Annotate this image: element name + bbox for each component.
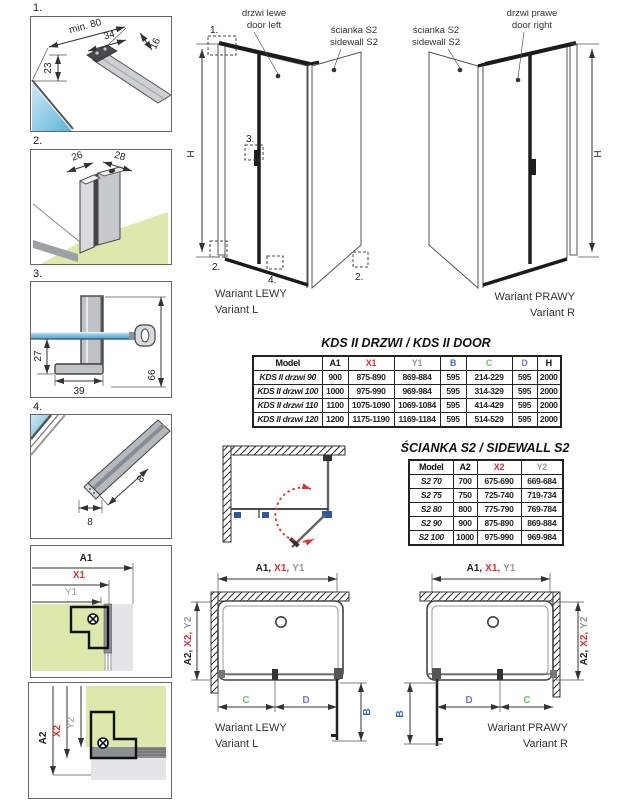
door-size-table <box>252 355 562 428</box>
dim-16 <box>140 33 163 51</box>
value-cell: 595 <box>512 371 537 385</box>
column-header: D <box>512 356 537 371</box>
svg-text:ścianka S2: ścianka S2 <box>412 25 460 36</box>
door-table-title: KDS II DRZWI / KDS II DOOR <box>321 336 491 350</box>
value-cell: 1100 <box>322 399 348 413</box>
svg-text:B: B <box>395 710 406 718</box>
column-header: B <box>440 356 466 371</box>
value-cell: 414-429 <box>466 399 512 413</box>
table-row <box>253 371 561 385</box>
column-header: H <box>537 356 561 371</box>
value-cell: 2000 <box>537 399 561 413</box>
svg-text:drzwi lewe: drzwi lewe <box>241 8 287 19</box>
wall-profile <box>218 44 225 255</box>
door-glass <box>483 46 567 286</box>
svg-text:27: 27 <box>33 350 44 362</box>
value-cell: 1000 <box>453 531 477 546</box>
svg-text:66: 66 <box>147 369 158 381</box>
detail-4-number: 4. <box>33 401 43 413</box>
column-header: Model <box>253 356 322 371</box>
wall-right <box>553 592 560 697</box>
pivot-post <box>334 668 343 679</box>
sidewall-table-title: ŚCIANKA S2 / SIDEWALL S2 <box>400 441 570 455</box>
table-header-row <box>253 356 561 371</box>
value-cell: 900 <box>453 517 477 531</box>
value-cell: 595 <box>512 385 537 399</box>
svg-text:3.: 3. <box>246 134 255 145</box>
wall-top <box>211 592 349 601</box>
door-handle <box>254 150 258 166</box>
svg-text:X1: X1 <box>72 570 86 581</box>
value-cell: 1000 <box>322 385 348 399</box>
svg-text:H: H <box>186 150 197 158</box>
value-cell: 769-784 <box>521 503 563 517</box>
sidewall-size-table <box>408 459 564 546</box>
column-header: C <box>466 356 512 371</box>
model-cell: S2 90 <box>409 517 453 531</box>
dim-39 <box>55 375 103 397</box>
door-glass <box>225 46 308 286</box>
table-row <box>409 475 563 489</box>
detail-2-drawing <box>31 150 171 264</box>
svg-text:D: D <box>302 695 310 706</box>
door-bottom-glass <box>31 415 65 455</box>
value-cell: 514-529 <box>466 413 512 428</box>
value-cell: 869-884 <box>394 371 440 385</box>
dim-26 <box>67 150 93 172</box>
table-row <box>253 413 561 428</box>
svg-text:4.: 4. <box>268 275 277 286</box>
svg-text:8: 8 <box>135 473 148 486</box>
model-cell: KDS II drzwi 90 <box>253 371 322 385</box>
dim-y1 <box>32 587 101 604</box>
swing-arrow <box>275 488 314 542</box>
value-cell: 975-990 <box>477 531 521 546</box>
svg-text:8: 8 <box>87 517 93 528</box>
detail-3-box <box>30 281 172 398</box>
variant-left-caption-en: Variant L <box>215 304 259 316</box>
dim-a2 <box>38 686 91 775</box>
clamp <box>262 512 269 518</box>
screw-icon <box>88 614 98 624</box>
detail-1-box <box>30 16 172 132</box>
dim-c <box>218 680 275 712</box>
variant-right-caption-pl: Wariant PRAWY <box>494 291 575 303</box>
svg-text:1.: 1. <box>210 25 219 36</box>
table-row <box>409 503 563 517</box>
svg-text:min. 80: min. 80 <box>68 17 103 37</box>
svg-text:26: 26 <box>70 149 85 164</box>
value-cell: 719-734 <box>521 489 563 503</box>
value-cell: 1169-1184 <box>394 413 440 428</box>
detail-1-drawing <box>31 17 171 131</box>
svg-text:B: B <box>362 708 373 716</box>
value-cell: 595 <box>512 399 537 413</box>
column-header: Y2 <box>521 460 563 475</box>
variant-left-caption-pl: Wariant LEWY <box>215 288 287 300</box>
dim-8-width <box>79 500 102 528</box>
shower-tray <box>427 601 553 680</box>
detail-6-drawing <box>29 683 171 798</box>
value-cell: 700 <box>453 475 477 489</box>
sidewall-glass <box>429 52 478 288</box>
glass-panel <box>31 332 135 339</box>
value-cell: 675-690 <box>477 475 521 489</box>
svg-text:C: C <box>523 695 531 706</box>
detail-2-number: 2. <box>33 135 43 147</box>
pivot-post <box>432 668 441 679</box>
value-cell: 595 <box>440 399 466 413</box>
model-cell: S2 75 <box>409 489 453 503</box>
svg-text:Y1: Y1 <box>64 587 78 598</box>
svg-text:16: 16 <box>148 36 164 52</box>
value-cell: 2000 <box>537 413 561 428</box>
table-row <box>409 531 563 546</box>
value-cell: 775-790 <box>477 503 521 517</box>
svg-text:drzwi prawe: drzwi prawe <box>506 8 558 19</box>
dim-x2 <box>52 686 67 758</box>
table-header-row <box>409 460 563 475</box>
dim-d <box>275 695 337 707</box>
callout-2-right <box>353 252 368 283</box>
wall-profile <box>570 44 577 255</box>
value-cell: 750 <box>453 489 477 503</box>
drain <box>488 617 498 627</box>
plan-right-caption-pl: Wariant PRAWY <box>487 722 568 734</box>
svg-text:A1: A1 <box>79 553 93 564</box>
detail-3-number: 3. <box>33 268 43 280</box>
model-cell: KDS II drzwi 120 <box>253 413 322 428</box>
value-cell: 900 <box>322 371 348 385</box>
model-cell: S2 70 <box>409 475 453 489</box>
column-header: A1 <box>322 356 348 371</box>
glass-panel <box>32 83 72 131</box>
column-header: X1 <box>348 356 394 371</box>
value-cell: 875-890 <box>477 517 521 531</box>
detail-4-drawing <box>31 415 171 538</box>
variant-left-drawing <box>188 2 393 314</box>
svg-text:A2,X2,Y2: A2,X2,Y2 <box>579 616 590 666</box>
svg-text:34: 34 <box>102 28 117 43</box>
plan-left-caption-en: Variant L <box>215 738 259 750</box>
door-handle <box>531 159 536 175</box>
svg-text:sidewall S2: sidewall S2 <box>329 37 379 48</box>
sidewall-glass <box>312 52 364 288</box>
threshold-bar <box>84 420 170 499</box>
dim-c <box>500 695 553 707</box>
value-cell: 725-740 <box>477 489 521 503</box>
value-cell: 875-890 <box>348 371 394 385</box>
table-row <box>253 385 561 399</box>
svg-text:23: 23 <box>43 62 54 74</box>
value-cell: 2000 <box>537 371 561 385</box>
wall-top <box>420 592 560 601</box>
drain <box>276 617 286 627</box>
value-cell: 1200 <box>322 413 348 428</box>
value-cell: 595 <box>512 413 537 428</box>
value-cell: 975-990 <box>348 385 394 399</box>
dim-b <box>395 683 442 744</box>
model-cell: S2 100 <box>409 531 453 546</box>
svg-text:39: 39 <box>73 386 85 397</box>
variant-right-drawing <box>402 2 614 314</box>
svg-text:door right: door right <box>511 20 553 31</box>
wall-left <box>223 446 231 542</box>
model-cell: KDS II drzwi 110 <box>253 399 322 413</box>
value-cell: 869-884 <box>521 517 563 531</box>
detail-1-number: 1. <box>33 2 43 14</box>
svg-text:sidewall S2: sidewall S2 <box>411 37 461 48</box>
table-row <box>409 517 563 531</box>
detail-5-box <box>30 545 172 678</box>
shower-tray <box>218 601 343 680</box>
svg-text:28: 28 <box>112 149 127 164</box>
svg-text:2.: 2. <box>355 272 364 283</box>
model-cell: KDS II drzwi 100 <box>253 385 322 399</box>
value-cell: 1069-1084 <box>394 399 440 413</box>
value-cell: 969-984 <box>521 531 563 546</box>
svg-text:D: D <box>465 695 473 706</box>
screw-icon <box>98 738 108 748</box>
column-header: A2 <box>453 460 477 475</box>
svg-text:X2: X2 <box>52 724 63 738</box>
wall-top <box>223 446 345 455</box>
table-row <box>253 399 561 413</box>
door-handle <box>331 734 338 737</box>
column-header: X2 <box>477 460 521 475</box>
svg-text:A2,X2,Y2: A2,X2,Y2 <box>183 616 194 666</box>
plan-right-caption-en: Variant R <box>522 738 568 750</box>
dim-27 <box>33 339 55 374</box>
column-header: Y1 <box>394 356 440 371</box>
value-cell: 595 <box>440 413 466 428</box>
variant-right-caption-en: Variant R <box>529 307 575 319</box>
svg-text:2.: 2. <box>212 262 221 273</box>
column-header: Model <box>409 460 453 475</box>
value-cell: 595 <box>440 371 466 385</box>
dim-top <box>218 563 337 592</box>
model-cell: S2 80 <box>409 503 453 517</box>
dim-top <box>432 563 550 592</box>
detail-5-drawing <box>31 546 171 677</box>
value-cell: 969-984 <box>394 385 440 399</box>
detail-3-drawing <box>31 282 171 397</box>
value-cell: 1075-1090 <box>348 399 394 413</box>
detail-2-box <box>30 149 172 265</box>
dim-d <box>437 680 500 712</box>
svg-text:A2: A2 <box>38 731 49 745</box>
value-cell: 214-229 <box>466 371 512 385</box>
svg-text:A1,X1,Y1: A1, X1, Y1 <box>255 563 305 574</box>
value-cell: 595 <box>440 385 466 399</box>
dim-y2 <box>66 686 81 747</box>
value-cell: 1175-1190 <box>348 413 394 428</box>
plan-left-caption-pl: Wariant LEWY <box>215 722 287 734</box>
wall-left <box>211 592 218 693</box>
dim-left <box>183 602 211 680</box>
dim-right <box>556 602 590 680</box>
value-cell: 800 <box>453 503 477 517</box>
svg-text:A1,X1,Y1: A1, X1, Y1 <box>466 563 516 574</box>
detail-6-box <box>28 682 172 799</box>
svg-text:C: C <box>242 695 250 706</box>
door-swing-plan <box>193 432 378 554</box>
value-cell: 2000 <box>537 385 561 399</box>
svg-text:Y2: Y2 <box>66 716 77 730</box>
detail-4-box <box>30 414 172 539</box>
svg-text:door left: door left <box>246 20 282 31</box>
table-row <box>409 489 563 503</box>
value-cell: 669-684 <box>521 475 563 489</box>
knob <box>129 325 155 346</box>
clamp <box>234 512 241 518</box>
svg-text:ścianka S2: ścianka S2 <box>330 25 378 36</box>
value-cell: 314-329 <box>466 385 512 399</box>
svg-text:H: H <box>593 150 604 158</box>
wall-bracket-bar <box>87 45 171 103</box>
